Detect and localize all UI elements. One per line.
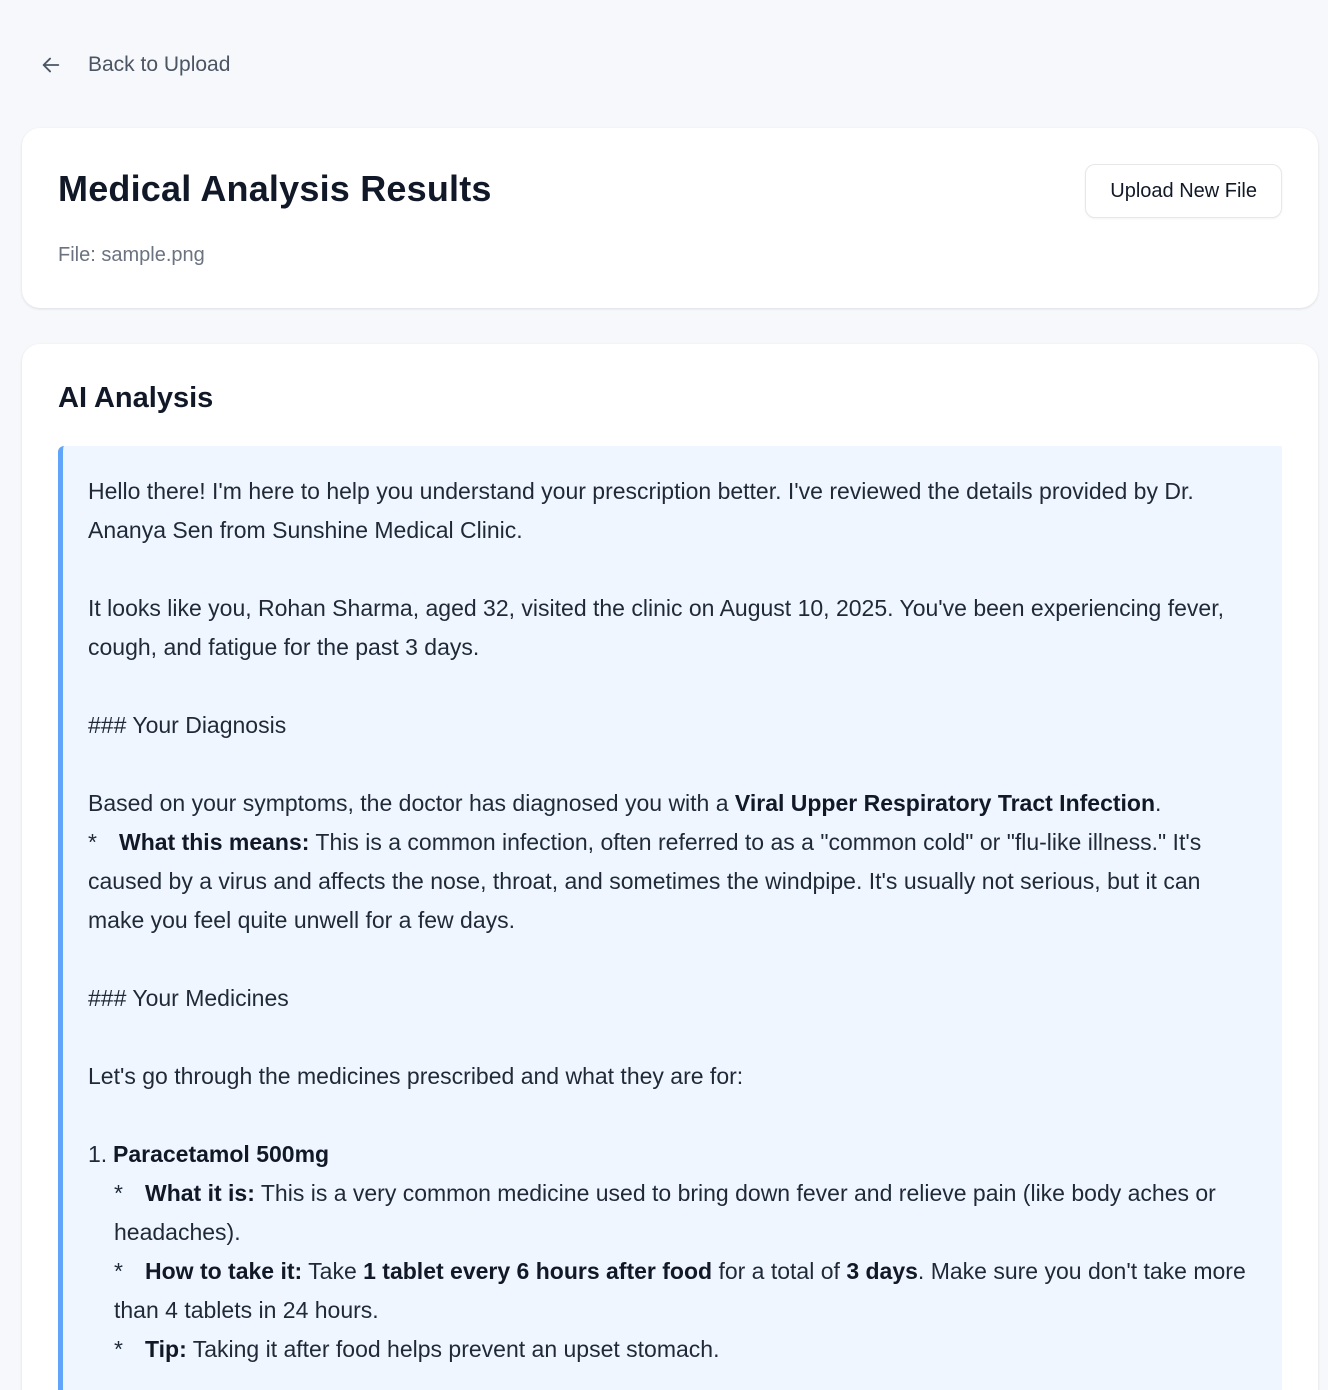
bullet-mark: * bbox=[114, 1258, 123, 1284]
how-label: How to take it: bbox=[145, 1258, 303, 1284]
bullet-mark: * bbox=[114, 1336, 123, 1362]
ai-analysis-card bbox=[22, 344, 1318, 1390]
diagnosis-paragraph bbox=[88, 784, 1258, 823]
how-text-3: . Make sure you don't take more than 4 tablets in 24 hours. bbox=[114, 1258, 1246, 1323]
meaning-label: What this means: bbox=[119, 829, 310, 855]
greeting-paragraph: Hello there! I'm here to help you understand your prescription better. I've reviewed the details provided by Dr. Ananya Sen from Sunshine Medical Clinic. bbox=[88, 478, 1194, 543]
medicines-intro: Let's go through the medicines prescribed and what they are for: bbox=[88, 1063, 744, 1089]
diagnosis-meaning bbox=[88, 823, 1258, 940]
diagnosis-intro: Based on your symptoms, the doctor has diagnosed you with a bbox=[88, 790, 735, 816]
how-text-1: Take bbox=[302, 1258, 364, 1284]
diagnosis-end: . bbox=[1155, 790, 1162, 816]
page-title: Medical Analysis Results bbox=[58, 168, 492, 209]
medicines-heading: ### Your Medicines bbox=[88, 985, 289, 1011]
dosage-bold: 1 tablet every 6 hours after food bbox=[363, 1258, 713, 1284]
bullet-mark: * bbox=[88, 829, 97, 855]
what-text: This is a very common medicine used to bring down fever and relieve pain (like body aches or headaches). bbox=[114, 1180, 1216, 1245]
upload-new-file-button[interactable]: Upload New File bbox=[1085, 164, 1282, 218]
file-name-label: File: sample.png bbox=[58, 244, 205, 266]
analysis-text-box bbox=[58, 446, 1282, 1390]
ai-analysis-title: AI Analysis bbox=[58, 382, 214, 414]
meaning-text: This is a common infection, often referred to as a "common cold" or "flu-like illness." It's caused by a virus and affects the nose, throat, and sometimes the windpipe. It's usually not serious, but it can make you feel quite unwell for a few days. bbox=[88, 829, 1202, 933]
medicine-what-it-is bbox=[88, 1174, 1258, 1252]
medicine-item-title bbox=[88, 1135, 1258, 1174]
back-link-label: Back to Upload bbox=[88, 53, 231, 76]
diagnosis-name: Viral Upper Respiratory Tract Infection bbox=[734, 790, 1156, 816]
tip-label: Tip: bbox=[145, 1336, 187, 1362]
duration-bold: 3 days bbox=[846, 1258, 918, 1284]
visit-paragraph: It looks like you, Rohan Sharma, aged 32, visited the clinic on August 10, 2025. You've been experiencing fever, cough, and fatigue for the past 3 days. bbox=[88, 595, 1224, 660]
medicine-how-to-take bbox=[88, 1252, 1258, 1330]
how-text-2: for a total of bbox=[712, 1258, 847, 1284]
medicine-tip bbox=[88, 1330, 1258, 1369]
medicine-name: Paracetamol 500mg bbox=[113, 1141, 330, 1167]
results-header-card bbox=[22, 128, 1318, 308]
what-label: What it is: bbox=[145, 1180, 255, 1206]
arrow-left-icon bbox=[40, 54, 62, 76]
medicine-number: 1. bbox=[88, 1141, 108, 1167]
back-to-upload-link[interactable] bbox=[40, 48, 230, 82]
tip-text: Taking it after food helps prevent an upset stomach. bbox=[186, 1336, 720, 1362]
bullet-mark: * bbox=[114, 1180, 123, 1206]
diagnosis-heading: ### Your Diagnosis bbox=[88, 712, 287, 738]
